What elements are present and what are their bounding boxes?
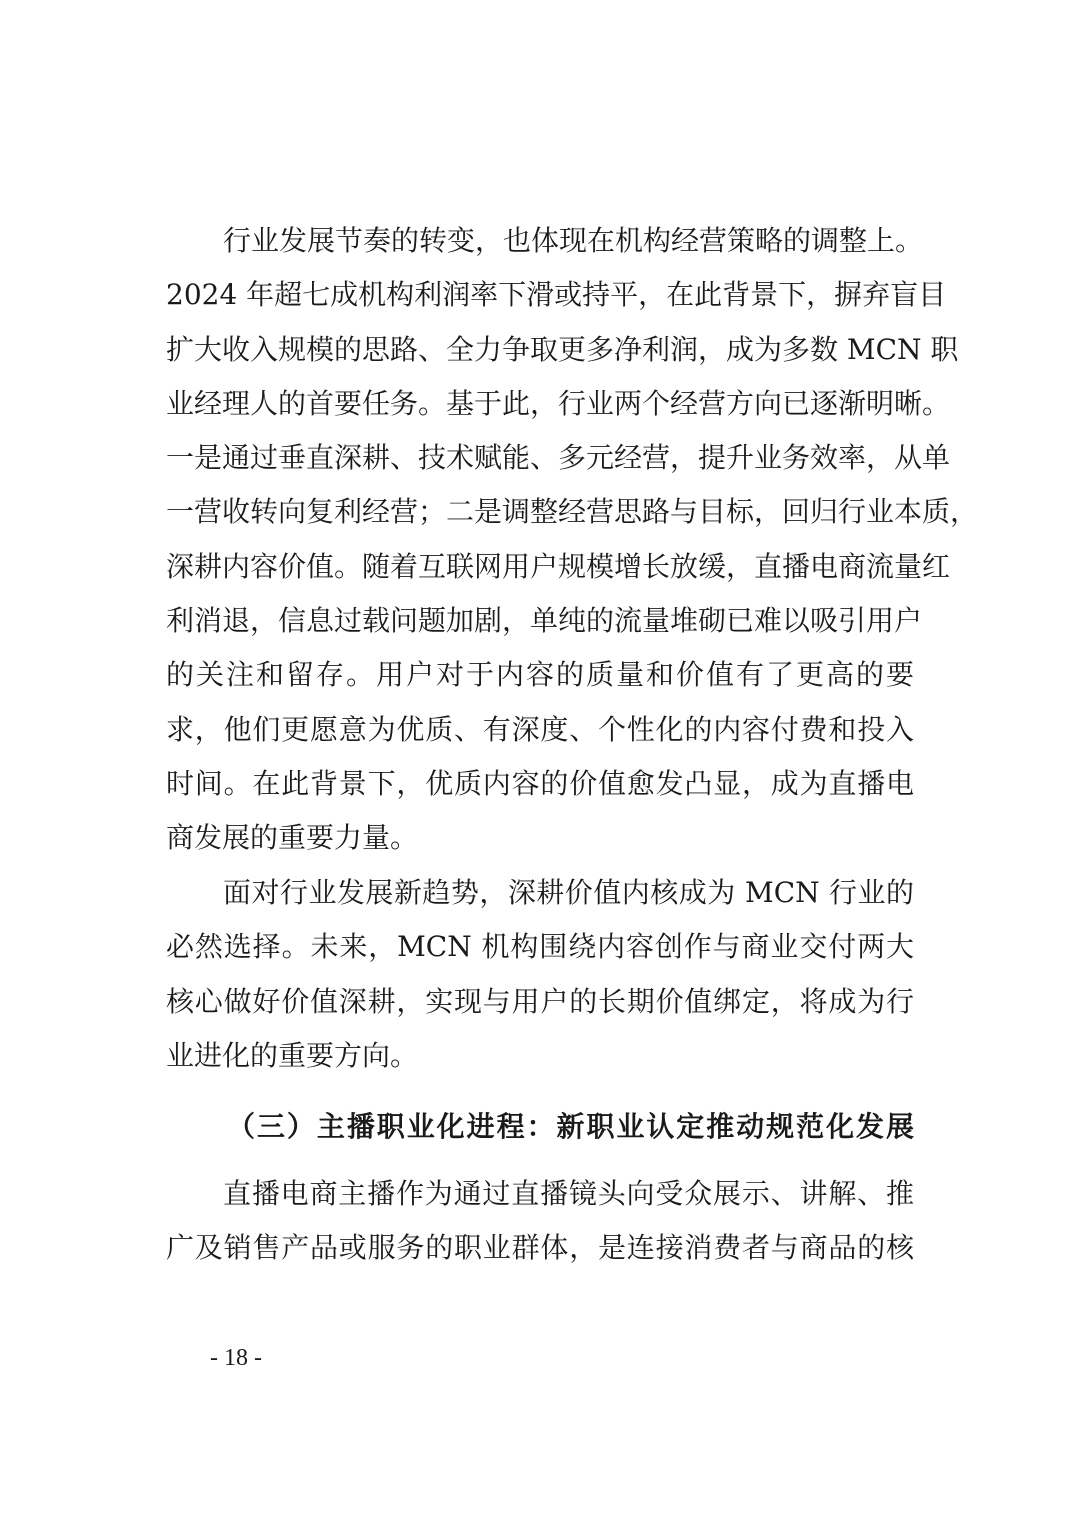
paragraph-line: 2024 年超七成机构利润率下滑或持平，在此背景下，摒弃盲目 [166, 278, 947, 312]
section-heading: （三）主播职业化进程：新职业认定推动规范化发展 [227, 1110, 914, 1143]
paragraph-line: 商发展的重要力量。 [166, 821, 419, 855]
paragraph-line: 必然选择。未来，MCN 机构围绕内容创作与商业交付两大 [166, 930, 914, 964]
paragraph-line: 业进化的重要方向。 [166, 1038, 419, 1072]
paragraph-anchor-profession [166, 1167, 914, 1276]
paragraph-line: 行业发展节奏的转变，也体现在机构经营策略的调整上。 [223, 224, 924, 257]
paragraph-line: 扩大收入规模的思路、全力争取更多净利润，成为多数 MCN 职 [166, 332, 959, 366]
paragraph-value-deepening [166, 866, 914, 1083]
paragraph-strategy-adjustment [166, 214, 979, 866]
paragraph-line: 深耕内容价值。随着互联网用户规模增长放缓，直播电商流量红 [166, 549, 951, 583]
paragraph-line: 核心做好价值深耕，实现与用户的长期价值绑定，将成为行 [166, 984, 914, 1018]
paragraph-line: 直播电商主播作为通过直播镜头向受众展示、讲解、推 [223, 1177, 914, 1210]
paragraph-line: 时间。在此背景下，优质内容的价值愈发凸显，成为直播电 [166, 766, 914, 800]
page-number: - 18 - [210, 1345, 262, 1371]
paragraph-line: 的关注和留存。用户对于内容的质量和价值有了更高的要 [166, 658, 914, 692]
paragraph-line: 利消退，信息过载问题加剧，单纯的流量堆砌已难以吸引用户 [166, 604, 923, 638]
paragraph-line: 一营收转向复利经营；二是调整经营思路与目标，回归行业本质， [166, 495, 979, 529]
paragraph-line: 面对行业发展新趋势，深耕价值内核成为 MCN 行业的 [223, 876, 914, 909]
paragraph-line: 广及销售产品或服务的职业群体，是连接消费者与商品的核 [166, 1231, 914, 1265]
paragraph-line: 业经理人的首要任务。基于此，行业两个经营方向已逐渐明晰。 [166, 386, 951, 420]
paragraph-line: 一是通过垂直深耕、技术赋能、多元经营，提升业务效率，从单 [166, 441, 951, 475]
paragraph-line: 求，他们更愿意为优质、有深度、个性化的内容付费和投入 [166, 712, 914, 746]
